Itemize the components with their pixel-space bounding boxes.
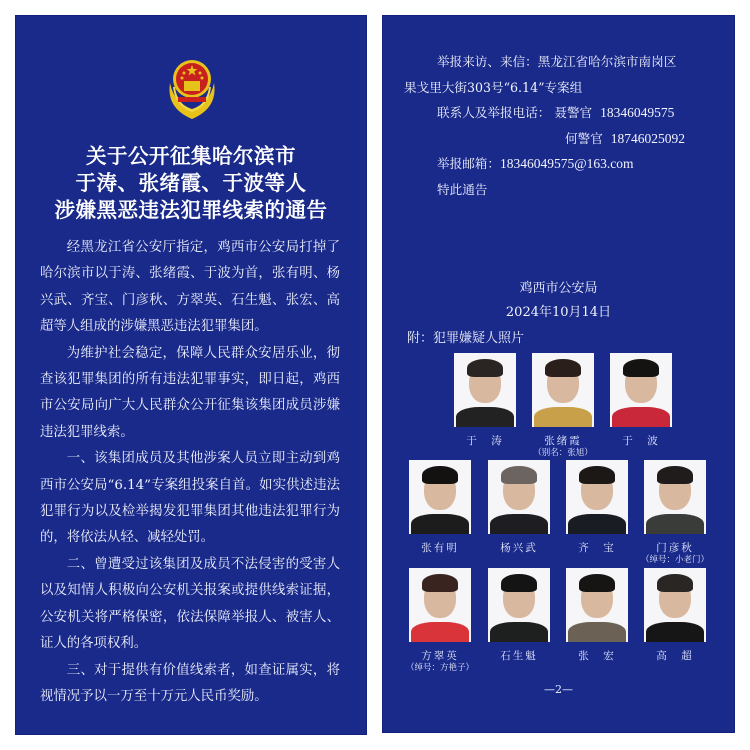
- suspect-name-text: 于 波: [622, 435, 660, 447]
- title-line: 于涛、张绪霞、于波等人: [75, 171, 307, 195]
- suspect-name: [630, 542, 720, 566]
- suspect-name: [474, 650, 564, 662]
- email-label: 举报邮箱：: [437, 156, 500, 171]
- paragraph-item-1: 一、该集团成员及其他涉案人员立即主动到鸡西市公安局“6.14”专案组投案自首。如实供述违法犯罪行为以及检举揭发犯罪集团其他违法犯罪行为的，将依法从轻、减轻处罚。: [40, 451, 340, 546]
- suspect-photo: [566, 460, 628, 534]
- suspect-photo: [566, 568, 628, 642]
- officer-phone: 18746025092: [610, 130, 686, 146]
- suspect-name: [395, 542, 485, 554]
- officer-name: 何警官: [565, 130, 603, 146]
- suspect-name-text: 高 超: [656, 650, 694, 662]
- suspect-photo: [644, 460, 706, 534]
- attachment-label: 附：犯罪嫌疑人照片: [407, 331, 525, 346]
- visit-address-line2: 果戈里大街303号“6.14”专案组: [404, 79, 583, 95]
- suspect-name-text: 张绪霞: [544, 435, 582, 447]
- officer-phone: 18346049575: [600, 105, 675, 120]
- contact-info: [404, 49, 719, 202]
- notice-body: [40, 235, 340, 710]
- title-line: 关于公开征集哈尔滨市: [86, 144, 296, 168]
- visit-address: 黑龙江省哈尔滨市南岗区: [537, 54, 677, 69]
- police-emblem-icon: [162, 53, 222, 123]
- suspect-name-text: 杨兴武: [500, 542, 538, 554]
- paragraph-intro: 经黑龙江省公安厅指定，鸡西市公安局打掉了哈尔滨市以于涛、张绪霞、于波为首，张有明、杨兴武、齐宝、门彦秋、方翠英、石生魁、张宏、高超等人组成的涉嫌黑恶违法犯罪集团。: [40, 240, 340, 335]
- page-number: —2—: [544, 683, 573, 696]
- paragraph-item-2: 二、曾遭受过该集团及成员不法侵害的受害人以及知情人积极向公安机关报案或提供线索证据，公安机关将严格保密，依法保障举报人、被害人、证人的各项权利。: [40, 556, 340, 652]
- suspect-name: [440, 435, 530, 447]
- report-email: 18346049575@163.com: [499, 156, 634, 171]
- suspect-photo: [488, 460, 550, 534]
- visit-label: 举报来访、来信：: [437, 54, 538, 69]
- suspect-photo: [488, 568, 550, 642]
- suspect-name: [474, 542, 564, 554]
- suspect-alias: （别名：张旭）: [533, 448, 593, 458]
- officer-name: 聂警官: [554, 105, 593, 120]
- suspect-name-text: 齐 宝: [578, 542, 616, 554]
- suspect-photo: [409, 460, 471, 534]
- suspect-photo: [532, 353, 594, 427]
- suspect-photo: [409, 568, 471, 642]
- suspect-photo: [644, 568, 706, 642]
- suspect-name: [552, 542, 642, 554]
- suspect-alias: （绰号：小老门）: [640, 555, 709, 565]
- suspect-name-text: 张有明: [421, 542, 459, 554]
- phone-label: 联系人及举报电话：: [437, 105, 551, 120]
- notice-title: [15, 143, 367, 224]
- suspect-name-text: 方翠英: [421, 650, 459, 662]
- issuer: 鸡西市公安局: [519, 281, 598, 296]
- suspect-photo: [454, 353, 516, 427]
- suspect-name-text: 门彦秋: [656, 542, 694, 554]
- suspect-alias: （绰号：方艳子）: [405, 663, 474, 673]
- title-line: 涉嫌黑恶违法犯罪线索的通告: [54, 198, 328, 222]
- suspect-name-text: 于 涛: [466, 435, 504, 447]
- issue-date: 2024年10月14日: [505, 305, 612, 320]
- closing-text: 特此通告: [437, 181, 488, 197]
- notice-page-1: [15, 15, 367, 735]
- suspect-name: [518, 435, 608, 459]
- paragraph-item-3: 三、对于提供有价值线索者，如查证属实，将视情况予以一万至十万元人民币奖励。: [40, 662, 340, 704]
- suspect-name: [596, 435, 686, 447]
- paragraph-purpose: 为维护社会稳定，保障人民群众安居乐业，彻查该犯罪集团的所有违法犯罪事实，即日起，鸡西市公安局向广大人民群众公开征集该集团成员涉嫌违法犯罪线索。: [40, 345, 340, 440]
- suspect-name-text: 石生魁: [500, 650, 538, 662]
- suspect-name: [552, 650, 642, 662]
- notice-page-2: [382, 15, 735, 733]
- suspect-name: [395, 650, 485, 674]
- suspect-name-text: 张 宏: [578, 650, 616, 662]
- suspect-photo: [610, 353, 672, 427]
- suspect-name: [630, 650, 720, 662]
